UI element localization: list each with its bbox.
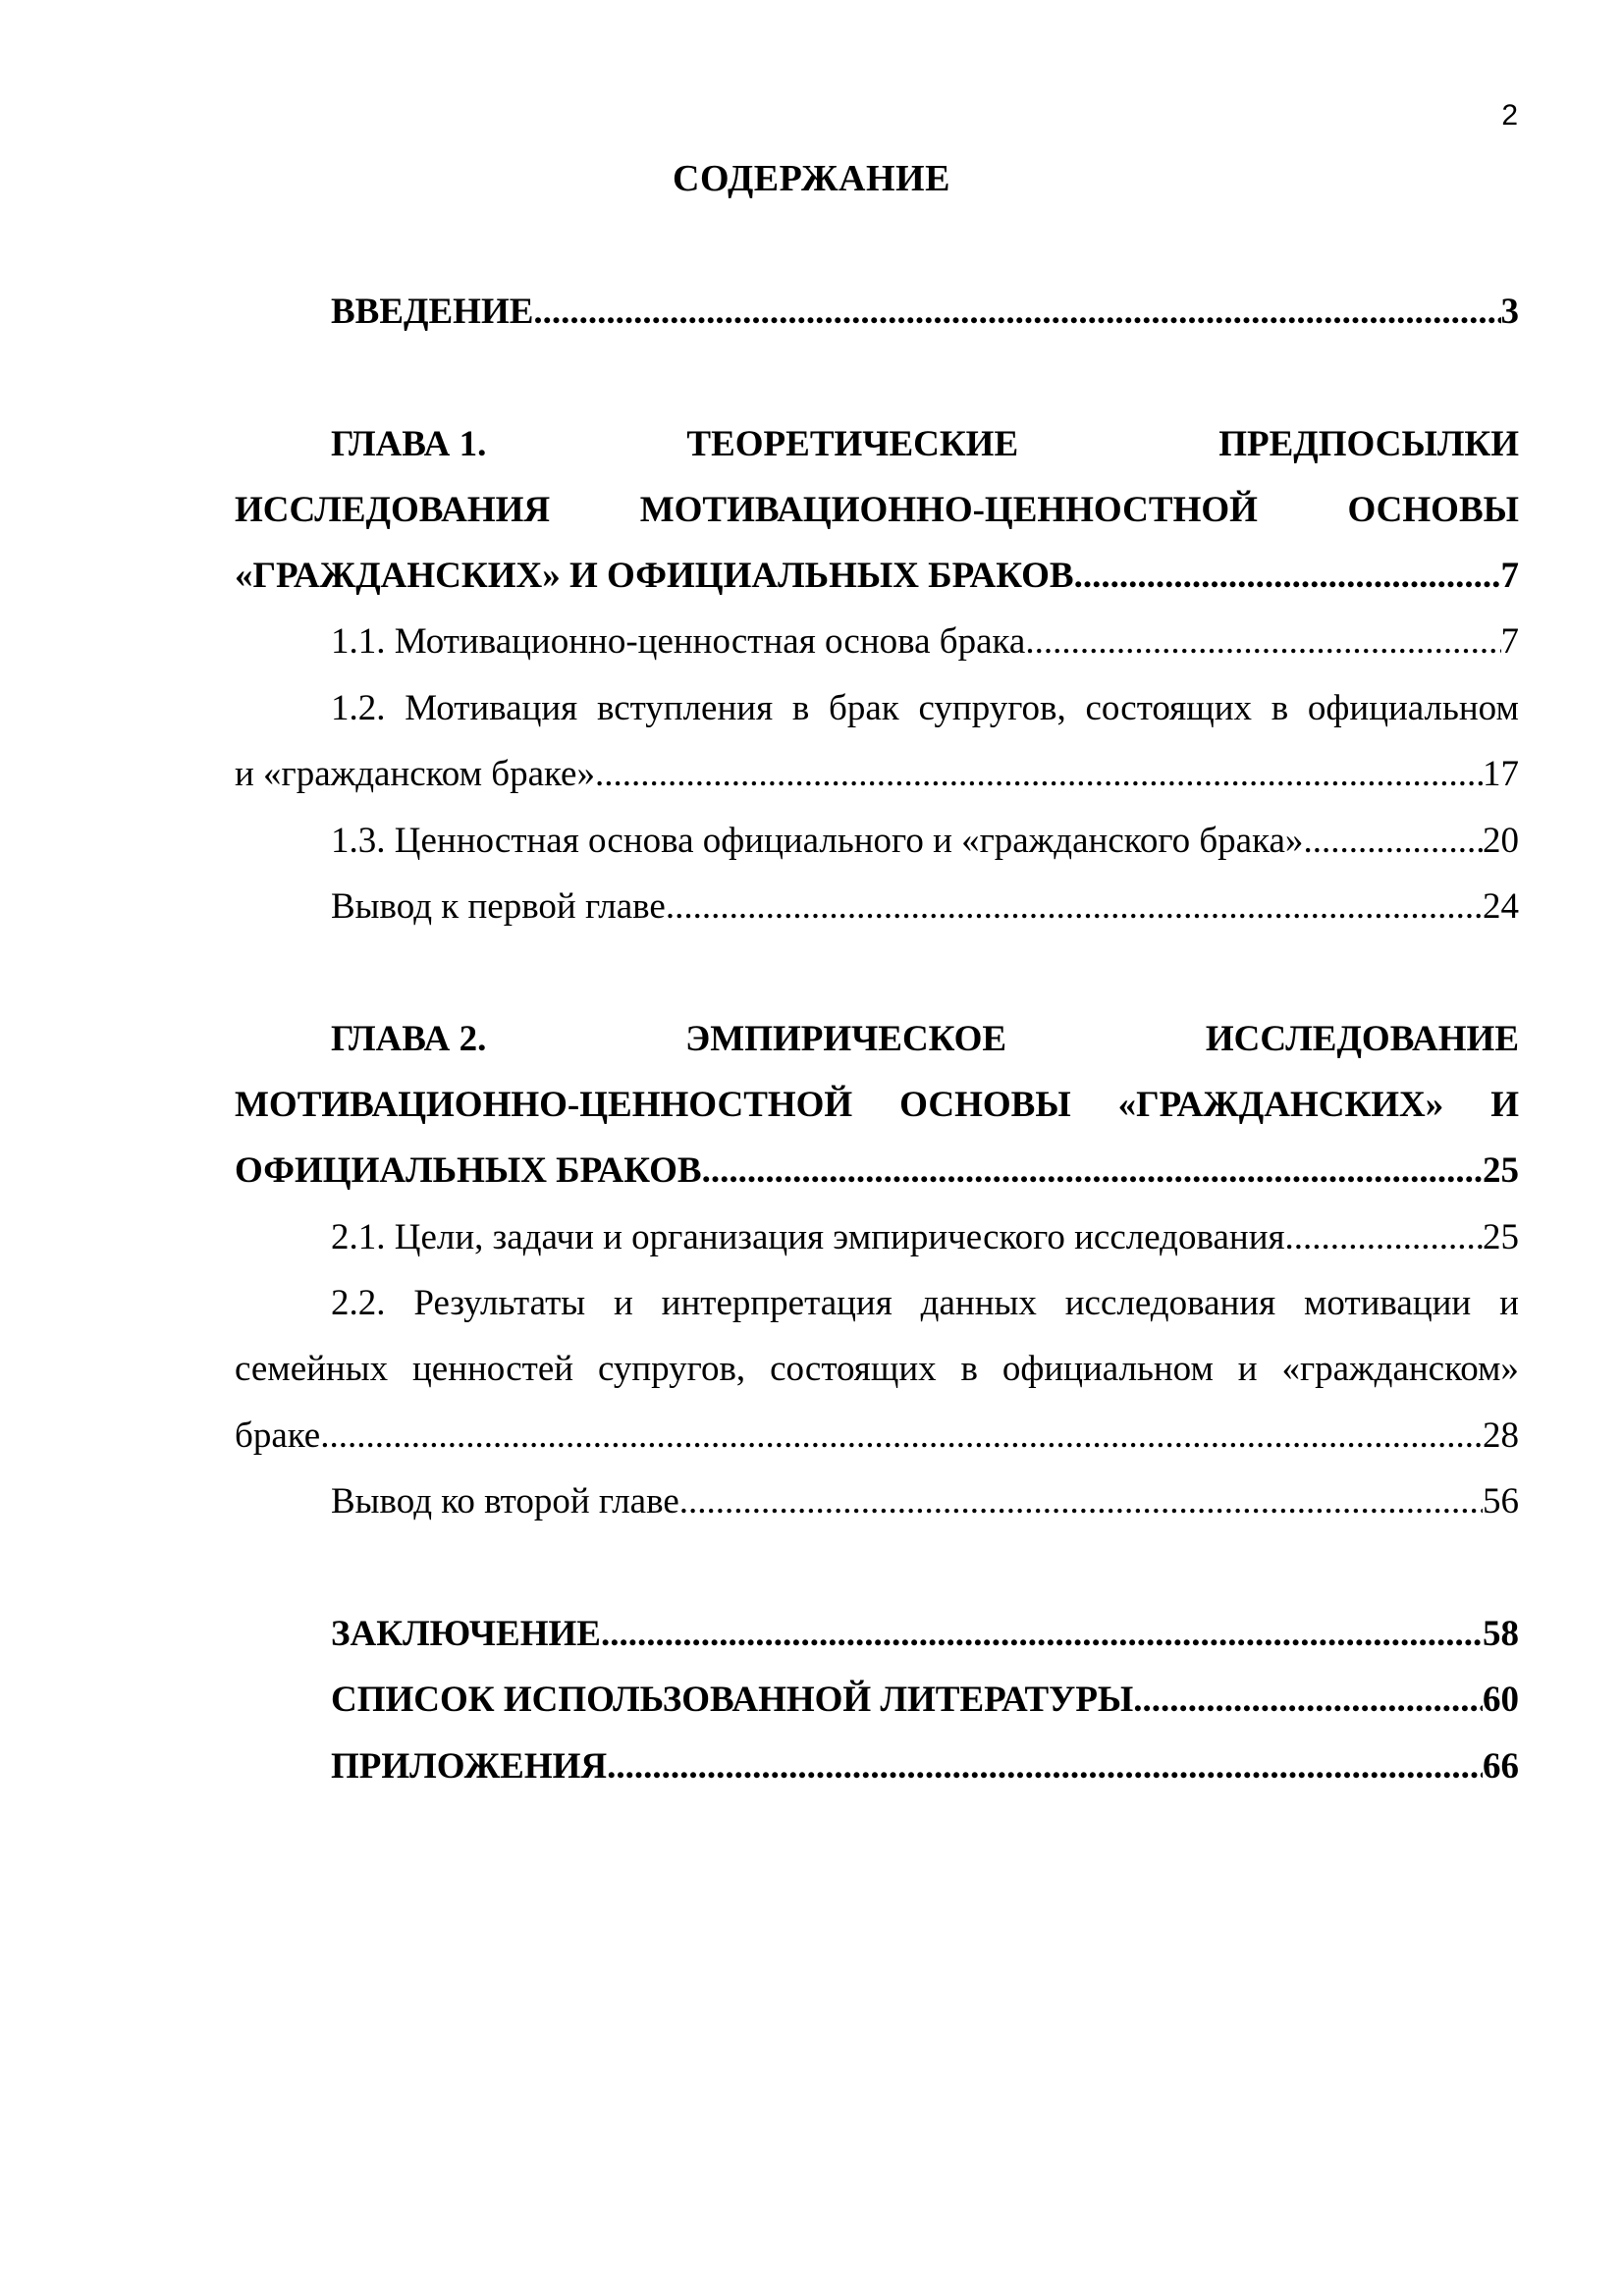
page-title: СОДЕРЖАНИЕ xyxy=(673,158,950,199)
toc-entry-1-2-line2[interactable] xyxy=(235,750,1519,799)
toc-word: брак xyxy=(829,688,899,728)
toc-word: официальном xyxy=(1307,688,1519,728)
dot-leader xyxy=(1303,817,1483,866)
toc-entry-page: 24 xyxy=(1483,886,1519,927)
toc-word: «ГРАЖДАНСКИХ» xyxy=(1117,1085,1444,1125)
toc-entry-references[interactable] xyxy=(331,1676,1519,1725)
toc-entry-label: СПИСОК ИСПОЛЬЗОВАННОЙ ЛИТЕРАТУРЫ xyxy=(331,1680,1134,1720)
toc-chapter2-line2[interactable] xyxy=(235,1081,1519,1130)
toc-entry-label: ОФИЦИАЛЬНЫХ БРАКОВ xyxy=(235,1150,702,1191)
toc-entry-page: 28 xyxy=(1483,1415,1519,1456)
toc-word: ТЕОРЕТИЧЕСКИЕ xyxy=(686,424,1019,464)
toc-word: данных xyxy=(920,1283,1037,1323)
toc-word: 2.2. xyxy=(331,1283,386,1323)
toc-entry-2-2-line1[interactable] xyxy=(331,1279,1519,1328)
toc-entry-label: ПРИЛОЖЕНИЯ xyxy=(331,1746,608,1787)
toc-entry-page: 25 xyxy=(1483,1217,1519,1257)
dot-leader xyxy=(533,288,1500,337)
toc-entry-page: 25 xyxy=(1483,1150,1519,1191)
toc-entry-page: 20 xyxy=(1483,821,1519,861)
dot-leader xyxy=(1285,1213,1483,1262)
toc-entry-2-1[interactable] xyxy=(331,1213,1519,1262)
dot-leader xyxy=(1133,1676,1483,1725)
toc-word: Результаты xyxy=(413,1283,586,1323)
toc-word: официальном xyxy=(1001,1349,1214,1389)
dot-leader xyxy=(595,750,1483,799)
toc-entry-page: 7 xyxy=(1500,556,1519,596)
toc-word: в xyxy=(791,688,810,728)
dot-leader xyxy=(607,1742,1483,1791)
toc-entry-conclusion[interactable] xyxy=(331,1610,1519,1659)
toc-entry-page: 60 xyxy=(1483,1680,1519,1720)
dot-leader xyxy=(679,1477,1483,1526)
toc-chapter2-line3[interactable] xyxy=(235,1147,1519,1196)
toc-word: вступления xyxy=(596,688,774,728)
toc-entry-label: Вывод к первой главе xyxy=(331,886,666,927)
toc-entry-label: 1.1. Мотивационно-ценностная основа брака xyxy=(331,621,1026,662)
toc-word: МОТИВАЦИОННО-ЦЕННОСТНОЙ xyxy=(235,1085,853,1125)
toc-word: и xyxy=(1237,1349,1258,1389)
toc-entry-label: и «гражданском браке» xyxy=(235,754,595,794)
toc-entry-2-2-line2[interactable] xyxy=(235,1345,1519,1394)
toc-word: ГЛАВА 1. xyxy=(331,424,487,464)
toc-entry-label: Вывод ко второй главе xyxy=(331,1481,679,1522)
toc-entry-page: 56 xyxy=(1483,1481,1519,1522)
toc-chapter1-line1[interactable] xyxy=(331,420,1519,469)
toc-word: исследования xyxy=(1064,1283,1276,1323)
toc-word: состоящих xyxy=(770,1349,937,1389)
toc-word: и xyxy=(613,1283,633,1323)
toc-word: ОСНОВЫ xyxy=(1347,490,1519,530)
toc-word: «гражданском» xyxy=(1281,1349,1519,1389)
toc-word: в xyxy=(960,1349,978,1389)
toc-entry-2-2-line3[interactable] xyxy=(235,1412,1519,1461)
toc-entry-1-1[interactable] xyxy=(331,617,1519,667)
toc-word: и xyxy=(1499,1283,1519,1323)
toc-entry-conclusion-chapter1[interactable] xyxy=(331,882,1519,932)
toc-chapter1-line3[interactable] xyxy=(235,552,1519,601)
toc-word: супругов, xyxy=(918,688,1066,728)
toc-entry-page: 17 xyxy=(1483,754,1519,794)
toc-entry-page: 7 xyxy=(1500,621,1519,662)
toc-entry-label: 1.3. Ценностная основа официального и «гражданского брака» xyxy=(331,821,1304,861)
toc-entry-1-2-line1[interactable] xyxy=(331,684,1519,733)
toc-word: интерпретация xyxy=(661,1283,893,1323)
page-number: 2 xyxy=(1501,99,1518,132)
dot-leader xyxy=(666,882,1483,932)
dot-leader xyxy=(1025,617,1500,667)
toc-word: ОСНОВЫ xyxy=(899,1085,1071,1125)
dot-leader xyxy=(601,1610,1483,1659)
toc-entry-label: 2.1. Цели, задачи и организация эмпирического исследования xyxy=(331,1217,1285,1257)
toc-entry-label: ВВЕДЕНИЕ xyxy=(331,292,534,332)
toc-chapter1-line2[interactable] xyxy=(235,486,1519,535)
toc-word: ЭМПИРИЧЕСКОЕ xyxy=(685,1019,1007,1059)
toc-entry-label: ЗАКЛЮЧЕНИЕ xyxy=(331,1614,601,1654)
toc-word: МОТИВАЦИОННО-ЦЕННОСТНОЙ xyxy=(639,490,1258,530)
toc-word: И xyxy=(1490,1085,1519,1125)
toc-word: состоящих xyxy=(1085,688,1252,728)
dot-leader xyxy=(320,1412,1483,1461)
toc-word: ИССЛЕДОВАНИЕ xyxy=(1205,1019,1519,1059)
toc-entry-label: браке xyxy=(235,1415,321,1456)
toc-entry-introduction[interactable] xyxy=(331,288,1519,337)
toc-word: семейных xyxy=(235,1349,389,1389)
toc-word: Мотивация xyxy=(405,688,578,728)
toc-entry-page: 66 xyxy=(1483,1746,1519,1787)
toc-word: в xyxy=(1271,688,1289,728)
toc-word: ценностей xyxy=(411,1349,574,1389)
toc-word: 1.2. xyxy=(331,688,386,728)
toc-word: ПРЕДПОСЫЛКИ xyxy=(1218,424,1519,464)
toc-entry-page: 58 xyxy=(1483,1614,1519,1654)
dot-leader xyxy=(702,1147,1483,1196)
toc-entry-appendix[interactable] xyxy=(331,1742,1519,1791)
toc-word: ИССЛЕДОВАНИЯ xyxy=(235,490,551,530)
toc-entry-conclusion-chapter2[interactable] xyxy=(331,1477,1519,1526)
toc-word: ГЛАВА 2. xyxy=(331,1019,487,1059)
toc-word: супругов, xyxy=(597,1349,746,1389)
toc-word: мотивации xyxy=(1304,1283,1472,1323)
dot-leader xyxy=(1074,552,1501,601)
toc-entry-page: 3 xyxy=(1500,292,1519,332)
toc-entry-label: «ГРАЖДАНСКИХ» И ОФИЦИАЛЬНЫХ БРАКОВ xyxy=(235,556,1074,596)
toc-chapter2-line1[interactable] xyxy=(331,1015,1519,1064)
toc-entry-1-3[interactable] xyxy=(331,817,1519,866)
